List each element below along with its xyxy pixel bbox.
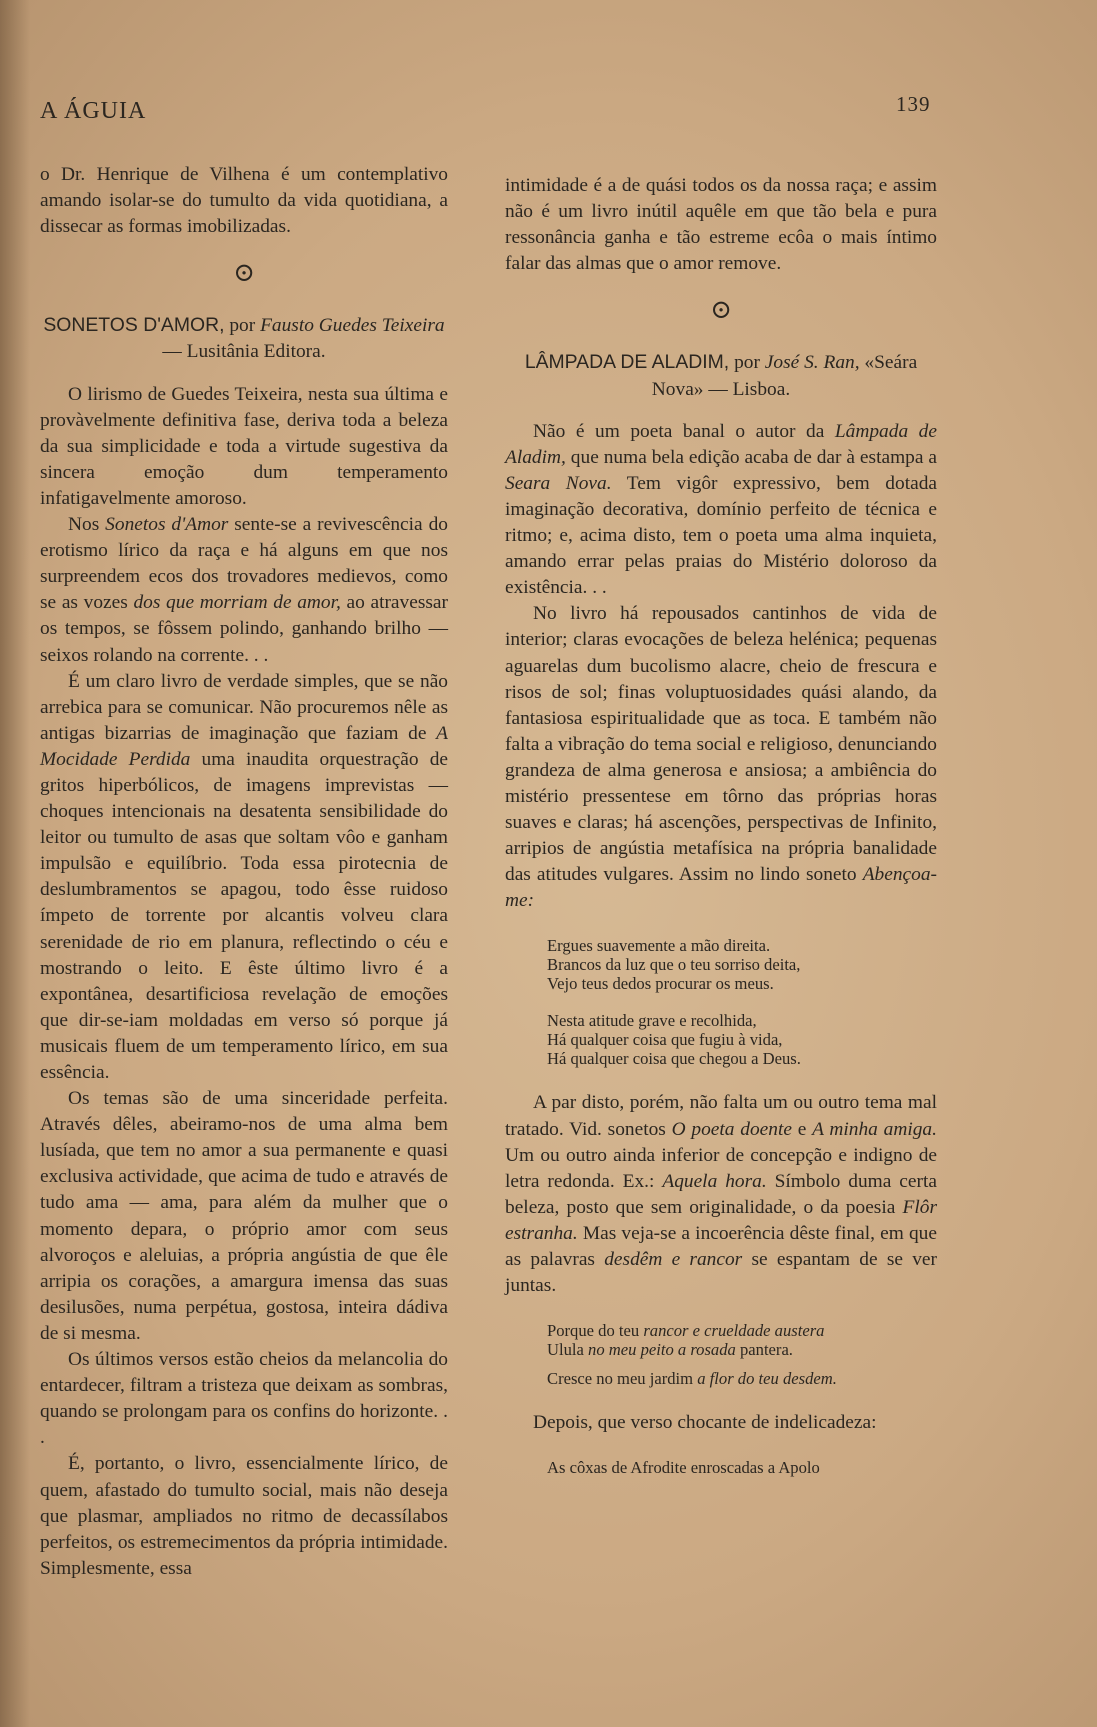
paragraph: Depois, que verso chocante de indelicadeza: [533,1412,877,1434]
paragraph: Não é um poeta banal o autor da Lâmpada de Aladim, que numa bela edição acaba de dar à estampa a Seara Nova. Tem vigôr expressivo, bem dotada imaginação decorativa, domínio perfeito de técnica e ritmo; e, acima disto, tem o poeta uma alma inquieta, amando errar pelas praias do Mistério doloroso da existência. . . [505,420,937,599]
verse-line: Há qualquer coisa que fugiu à vida, [547,1030,783,1050]
paragraph: Nos Sonetos d'Amor sente-se a revivescência do erotismo lírico da raça e há alguns em que nos surpreendem ecos dos trovadores medievos, como se as vozes dos que morriam de amor, ao atravessar os tempos, se fôssem polindo, ganhando brilho — seixos rolando na corrente. . . [40,514,448,666]
left-column [40,162,448,1582]
right-column [505,173,937,1499]
book-title: A Mocidade Perdida [40,722,448,770]
poem-title: O poeta doente [671,1118,792,1140]
verse-line: Nesta atitude grave e recolhida, [547,1011,757,1031]
left-intro-paragraph: o Dr. Henrique de Vilhena é um contemplativo amando isolar-se do tumulto da vida quotidiana, a dissecar as formas imobilizadas. [40,164,448,238]
verse-line: Há qualquer coisa que chegou a Deus. [547,1049,801,1069]
review-title: SONETOS D'AMOR, [43,314,225,337]
section-ornament-icon: ⊙ [233,258,255,288]
verse-line: Cresce no meu jardim a flor do teu desdem. [547,1369,837,1389]
verse-quote [547,1321,937,1388]
review-heading-sonetos [40,312,448,365]
page-gutter-shadow [0,0,30,1727]
running-head-journal: A ÁGUIA [40,98,147,124]
review-publisher: — Lusitânia Editora. [162,341,326,363]
verse-quote [547,936,937,1068]
book-title: Sonetos d'Amor [105,514,229,536]
review-heading-lampada [505,349,937,402]
quoted-phrase: dos que morriam de amor, [133,592,341,614]
poem-title: Abençoa-me: [505,864,937,912]
paragraph: É um claro livro de verdade simples, que se não arrebica para se comunicar. Não procuremos nêle as antigas bizarrias de imaginação que faziam de A Mocidade Perdida uma inaudita orquestração de gritos hiperbólicos, de imagens imprevistas — choques intencionais na desatenta sensibilidade do leitor ou tumulto de asas que soltam vôo e ganham impulsão e equilíbrio. Toda essa pirotecnia de deslumbramentos se apagou, todo êsse ruidoso ímpeto de torrente por alcantis volveu clara serenidade de rio em planura, reflectindo o céu e mostrando o leito. E êste último livro é a expontânea, desartificiosa revelação de emoções que dir-se-iam moldadas em verso só porque já musicais fluem de um temperamento lírico, em sua essência. [40,670,448,1083]
paragraph: É, portanto, o livro, essencialmente lírico, de quem, afastado do tumulto social, mais não deseja que plasmar, ampliados no ritmo de decassílabos perfeitos, os estremecimentos da própria intimidade. Simplesmente, essa [40,1453,448,1579]
paragraph: Os últimos versos estão cheios da melancolia do entardecer, filtram a tristeza que deixam as sombras, quando se prolongam para os confins do horizonte. . . [40,1349,448,1449]
poem-title: A minha amiga. [812,1118,937,1140]
paragraph: Os temas são de uma sinceridade perfeita. Através dêles, abeiramo-nos de uma alma bem lusíada, que tem no amor a sua permanente e quasi exclusiva actividade, que acima de tudo e através de tudo ama — ama, para além da mulher que o momento depara, o próprio amor com seus alvoroços e aleluias, a própria angústia de que êle arripia os corações, a amargura imensa das suas desilusões, numa perpétua, gostosa, inteira dádiva de si mesma. [40,1088,448,1344]
verse-line: Ergues suavemente a mão direita. [547,936,771,956]
verse-line: Brancos da luz que o teu sorriso deita, [547,955,801,975]
review-publisher: «Seára Nova» — Lisboa. [651,352,918,400]
publisher-name: Seara Nova. [505,472,612,494]
page-number: 139 [896,92,931,116]
verse-line: Vejo teus dedos procurar os meus. [547,974,774,994]
poem-title: Flôr estranha. [505,1196,937,1244]
paragraph: A par disto, porém, não falta um ou outro tema mal tratado. Vid. sonetos O poeta doente e A minha amiga. Um ou outro ainda inferior de concepção e indigno de letra redonda. Ex.: Aquela hora. Símbolo duma certa beleza, posto que sem originalidade, o da poesia Flôr estranha. Mas veja-se a incoerência dêste final, em que as palavras desdêm e rancor se espantam de se ver juntas. [505,1092,937,1297]
review-author: José S. Ran, [764,352,860,374]
verse-line: As côxas de Afrodite enroscadas a Apolo [547,1458,820,1478]
section-ornament-icon: ⊙ [710,295,732,325]
review-author: Fausto Guedes Teixeira [260,315,445,337]
verse-line: Porque do teu rancor e crueldade austera [547,1321,825,1341]
quoted-words: desdêm e rancor [604,1249,743,1270]
review-title: LÂMPADA DE ALADIM, [524,351,730,374]
paragraph: O lirismo de Guedes Teixeira, nesta sua última e provàvelmente definitiva fase, deriva toda a beleza da sua simplicidade e toda a virtude sugestiva da sincera emoção dum temperamento infatigavelmente amoroso. [40,383,448,509]
paragraph: No livro há repousados cantinhos de vida de interior; claras evocações de beleza helénica; pequenas aguarelas dum bucolismo alacre, cheio de frescura e risos de sol; finas voluptuosidades quási alando, da fantasiosa espiritualidade que as toca. E também não falta a vibração do tema social e religioso, denunciando grandeza de alma generosa e ansiosa; a ambiência do mistério pressentese em tôrno das próprias horas suaves e claras; há ascenções, perspectivas de Infinito, arripios de angústia metafísica na própria banalidade das atitudes vulgares. Assim no lindo soneto Abençoa-me: [505,603,937,912]
poem-title: Aquela hora. [662,1170,767,1192]
review-by: por [229,315,256,337]
book-title: Lâmpada de Aladim, [505,420,937,468]
verse-quote [547,1458,937,1477]
right-intro-paragraph: intimidade é a de quási todos os da nossa raça; e assim não é um livro inútil aquêle em que tão bela e pura ressonância ganha e tão estreme ecôa o mais íntimo falar das almas que o amor remove. [505,175,937,275]
verse-line: Ulula no meu peito a rosada pantera. [547,1340,793,1360]
review-by: por [734,352,760,374]
